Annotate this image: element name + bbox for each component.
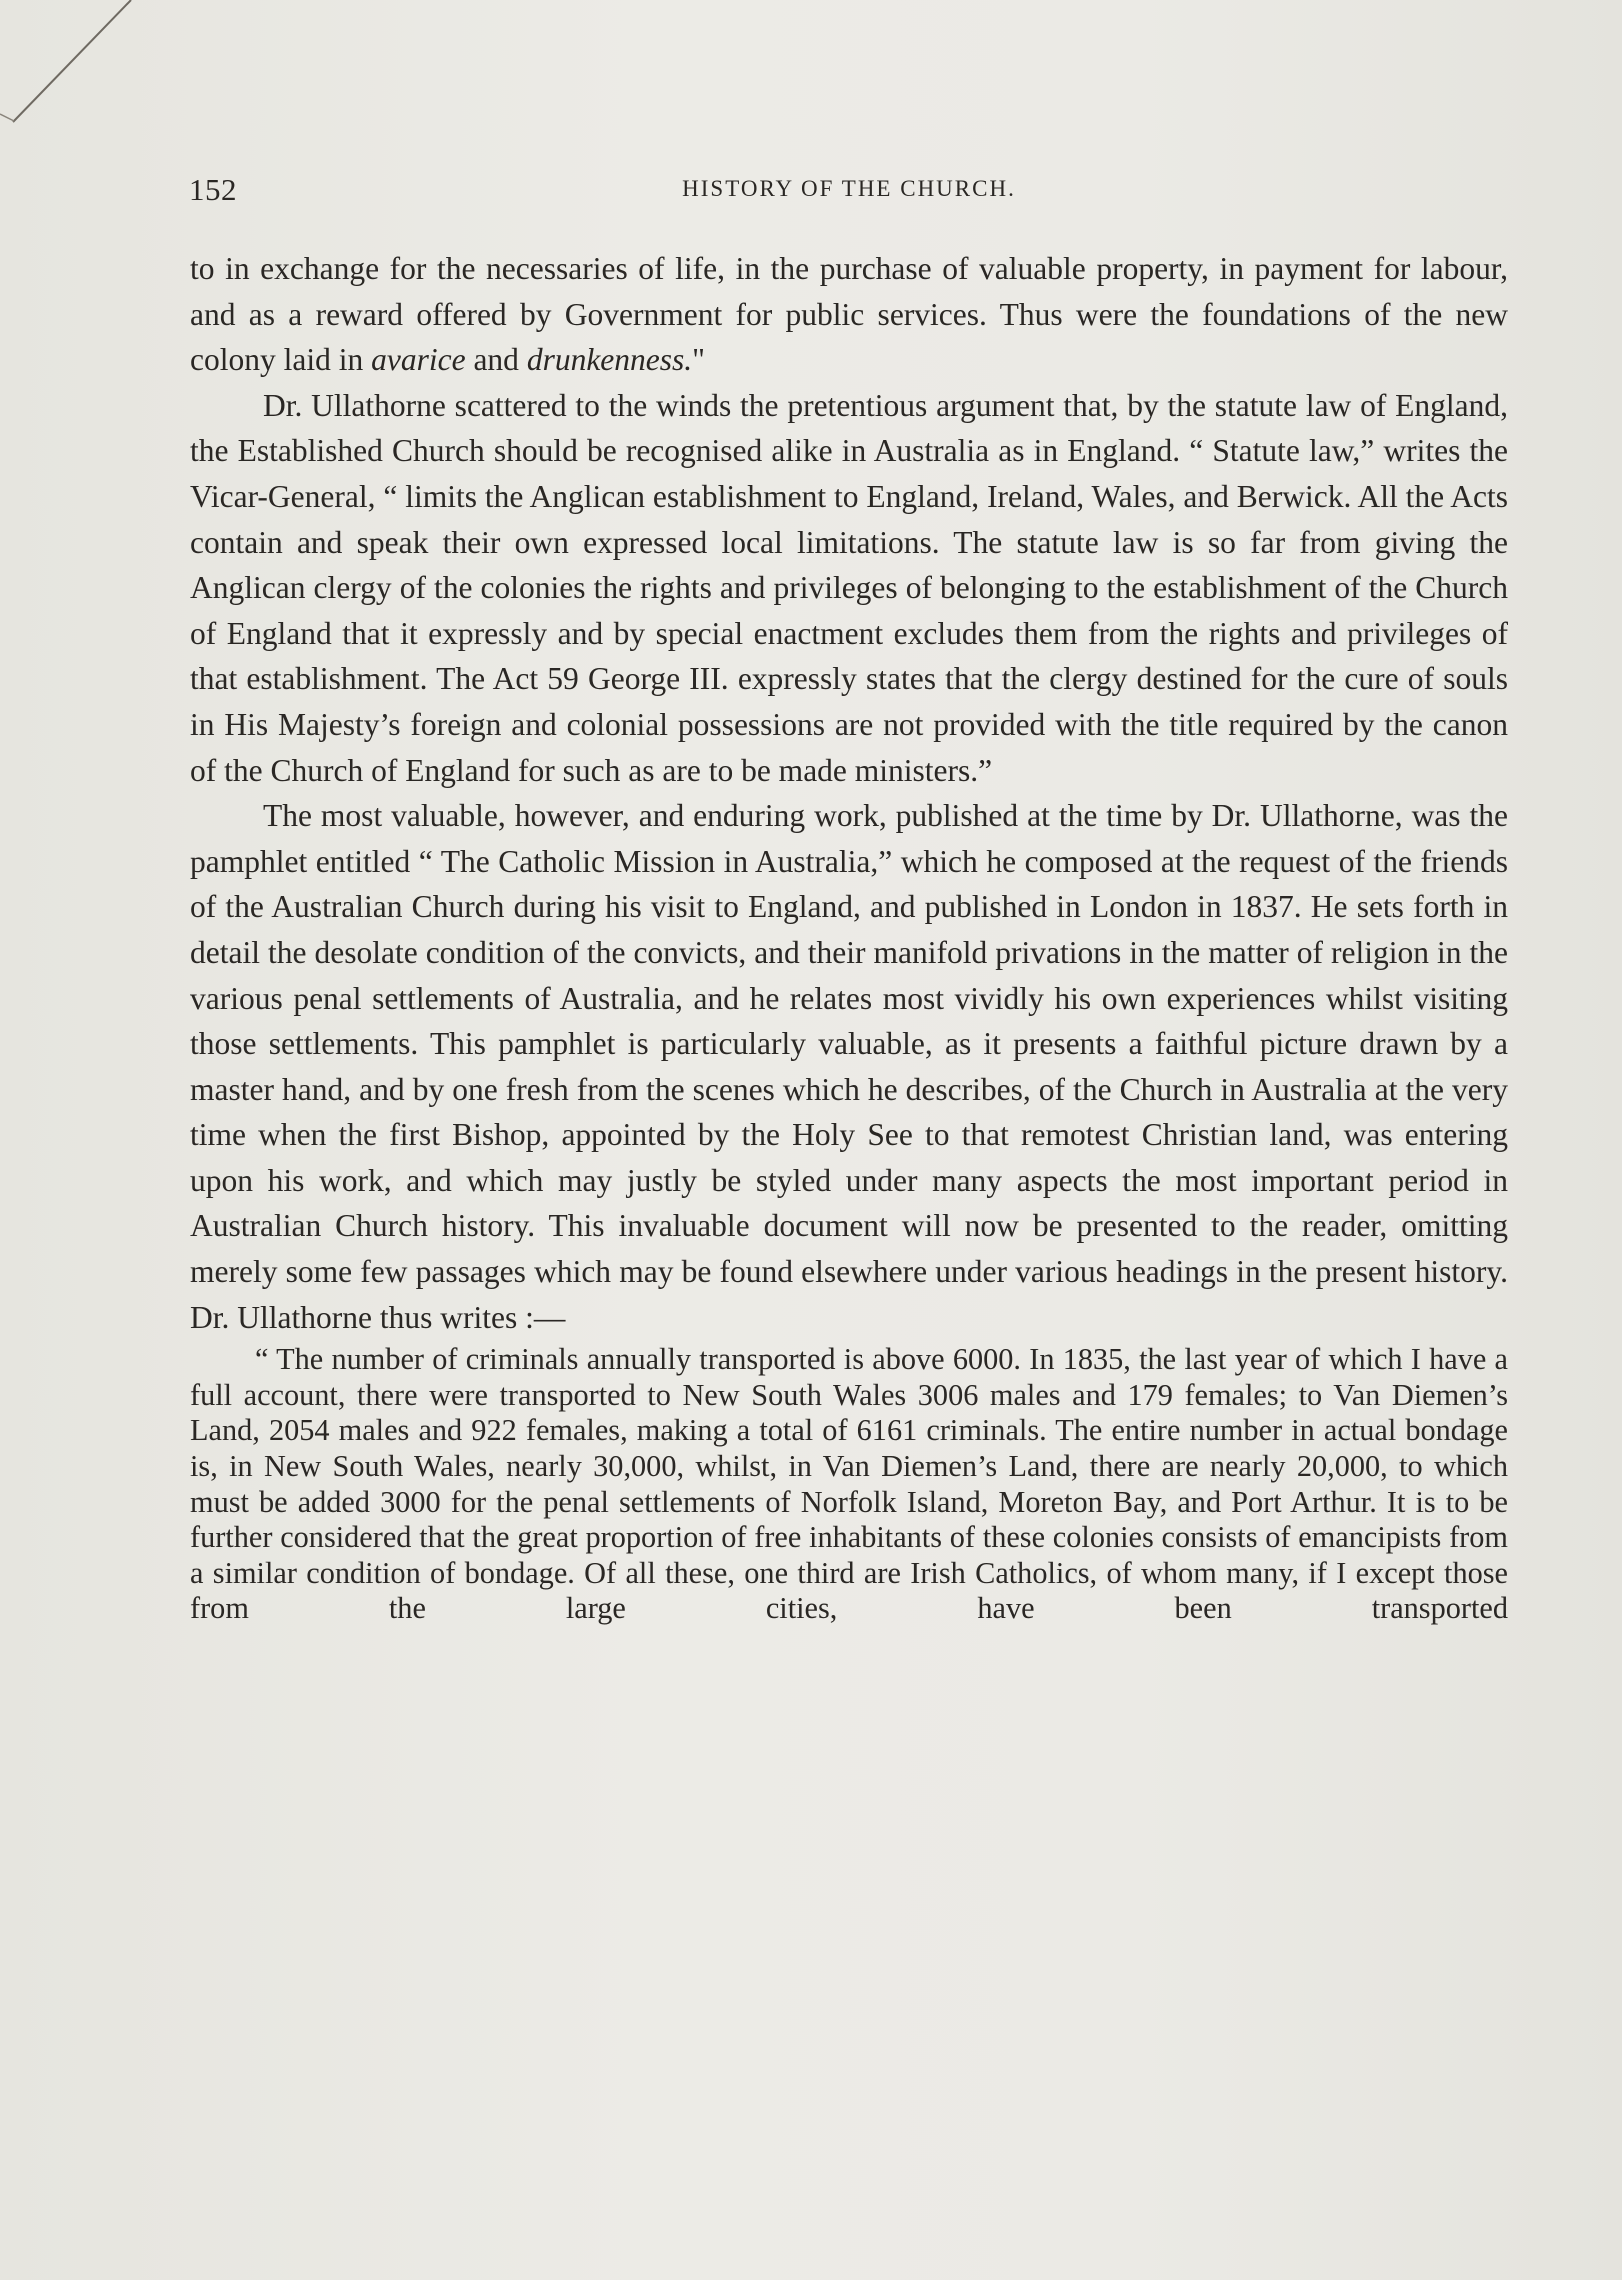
running-title: HISTORY OF THE CHURCH. xyxy=(682,176,1016,201)
paragraph-1-text: to in exchange for the necessaries of life, in the purchase of valuable property, in payment for labour, and as a reward offered by Government for public services. Thus were the foundations of the new colony laid in xyxy=(190,251,1508,378)
italic-avarice: avarice xyxy=(371,342,466,378)
paragraph-1-and: and xyxy=(465,342,527,378)
running-head xyxy=(189,172,1509,212)
body-text xyxy=(190,246,1508,1627)
paragraph-3: The most valuable, however, and enduring work, published at the time by Dr. Ullathorne, was the pamphlet entitled “ The Catholic Mission in Australia,” which he composed at the request of the friends of the Australian Church during his visit to England, and published in London in 1837. He sets forth in detail the desolate condition of the convicts, and their manifold privations in the matter of religion in the various penal settlements of Australia, and he relates most vividly his own experiences whilst visiting those settlements. This pamphlet is particularly valuable, as it presents a faithful picture drawn by a master hand, and by one fresh from the scenes which he describes, of the Church in Australia at the very time when the first Bishop, appointed by the Holy See to that remotest Christian land, was entering upon his work, and which may justly be styled under many aspects the most important period in Australian Church history. This invaluable document will now be presented to the reader, omitting merely some few passages which may be found elsewhere under various headings in the present history. Dr. Ullathorne thus writes :— xyxy=(190,798,1508,1335)
page-number: 152 xyxy=(189,172,237,207)
paragraph-2: Dr. Ullathorne scattered to the winds the pretentious argument that, by the statute law of England, the Established Church should be recognised alike in Australia as in England. “ Statute law,” writes the Vicar-General, “ limits the Anglican establishment to England, Ireland, Wales, and Berwick. All the Acts contain and speak their own expressed local limitations. The statute law is so far from giving the Anglican clergy of the colonies the rights and privileges of belonging to the establishment of the Church of England that it expressly and by special enactment excludes them from the rights and privileges of that establishment. The Act 59 George III. expressly states that the clergy destined for the cure of souls in His Majesty’s foreign and colonial possessions are not provided with the title required by the canon of the Church of England for such as are to be made ministers.” xyxy=(190,387,1508,788)
paragraph-1-close-quote: " xyxy=(692,342,706,378)
corner-fold-line xyxy=(0,0,140,140)
paragraph-1 xyxy=(190,246,1508,383)
italic-drunkenness: drunkenness. xyxy=(526,342,693,378)
quotation-block: “ The number of criminals annually transported is above 6000. In 1835, the last year of which I have a full account, there were transported to New South Wales 3006 males and 179 females; to Van Diemen’s Land, 2054 males and 922 females, making a total of 6161 criminals. The entire number in actual bondage is, in New South Wales, nearly 30,000, whilst, in Van Diemen’s Land, there are nearly 20,000, to which must be added 3000 for the penal settlements of Norfolk Island, Moreton Bay, and Port Arthur. It is to be further considered that the great proportion of free inhabitants of these colonies consists of emancipists from a similar condition of bondage. Of all these, one third are Irish Catholics, of whom many, if I except those from the large cities, have been transported xyxy=(190,1342,1508,1626)
